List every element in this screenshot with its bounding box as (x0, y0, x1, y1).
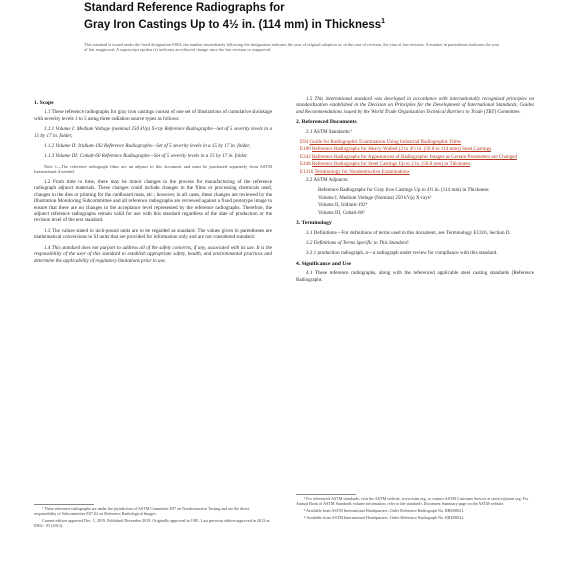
reference-title[interactable]: Reference Radiographs for Steel Castings Up to 2 in. (50.8 mm) in Thickness (312, 161, 471, 168)
reference-title[interactable]: Reference Radiographs for Heavy-Walled (2 to 4½ in. (50.8 to 114 mm)) Steel Castings (312, 146, 492, 153)
paragraph-1-3: 1.3 The values stated in inch-pound units are to be regarded as standard. The values given in parentheses are mathematical conversions to SI units that are provided for information only and are not considered standard. (34, 227, 272, 241)
reference-code[interactable]: E94 (300, 139, 309, 146)
section-heading-terminology: 3. Terminology (296, 220, 332, 227)
reference-e242[interactable] (296, 154, 534, 160)
paragraph-1-5: 1.5 This international standard was developed in accordance with internationally recognized principles on standardization established in the Decision on Principles for the Development of International Standards, Guides and Recommendations issued by the World Trade Organization Technical Barriers to Trade (TBT) Committee. (296, 96, 534, 115)
reference-code[interactable]: E446 (300, 161, 311, 168)
paragraph-1-1-2: 1.1.2 Volume II: Iridium-192 Reference Radiographs—Set of 5 severity levels in a 15 by 17 in. folder, (44, 143, 251, 150)
footnotes-left (34, 506, 272, 530)
section-heading-significance: 4. Significance and Use (296, 260, 352, 267)
designation-note: This standard is issued under the fixed designation E802; the number immediately following the designation indicates the year of original adoption or, in the case of revision, the year of last revision. A number in parentheses indicates the year of last reapproval. A superscript epsilon (ε) indicates an editorial change since the last revision or reapproval. (84, 42, 500, 53)
paragraph-3-1: 3.1 Definitions—For definitions of terms used in this document, see Terminology E1316, Section D. (306, 229, 511, 236)
title-line-1: Standard Reference Radiographs for (84, 2, 285, 14)
title-line-2: Gray Iron Castings Up to 4½ in. (114 mm) in Thickness (84, 18, 382, 31)
paragraph-3-2: 3.2 Definitions of Terms Specific to This Standard: (306, 239, 410, 246)
reference-e1316[interactable] (296, 169, 534, 175)
footnotes-right (296, 496, 534, 522)
footnote-edition: Current edition approved Dec. 1, 2019. Published December 2019. Originally approved in 1981. Last previous edition approved in 2013 as E802 - 95 (2013). (34, 518, 270, 529)
footnote-divider-right (296, 494, 356, 495)
title-footnote-mark: 1 (381, 18, 386, 25)
section-heading-referenced-documents: 2. Referenced Documents (296, 119, 357, 126)
paragraph-4-1: 4.1 These reference radiographs, along with the referenced applicable steel casting standards (Reference Radiographs (296, 270, 534, 283)
paragraph-1-1-1: 1.1.1 Volume I: Medium Voltage (nominal 250 kVp) X-ray Reference Radiographs—Set of 5 severity levels in a 15 by 17 in. folder, (34, 126, 272, 139)
footnote-3: ³ Available from ASTM International Headquarters. Order Reference Radiograph No. RRE08021. (304, 508, 465, 514)
reference-e94[interactable] (296, 139, 534, 145)
reference-code[interactable]: E242 (300, 153, 311, 160)
adjunct-volume-3: Volume III, Cobalt-60⁵ (318, 209, 365, 216)
paragraph-1-2: 1.2 From time to time, there may be minor changes to the process for manufacturing of the reference radiograph adjunct materials. These changes could include changes in the films or processing chemicals used, changes in the dies or printing for the cardboard mats, etc.; however, in all cases, these changes are reviewed by the Illustration Monitoring Subcommittee and all reference radiographs are reviewed against a fixed prototype image to ensure that there are no changes to the acceptance level represented by the reference radiographs. Therefore, the adjunct reference radiographs remain valid for use with this standard regardless of the date of production or the revision level of the text standard. (34, 179, 272, 224)
footnote-2: ² For referenced ASTM standards, visit the ASTM website, www.astm.org, or contact ASTM Customer Service at service@astm.org. For Annual Book of ASTM Standards volume information, refer to the standard's Document Summary page on the ASTM website. (296, 496, 529, 507)
paragraph-1-1: 1.1 These reference radiographs for gray iron castings consist of one set of illustrations of cumulative shrinkage with severity levels 1 to 5 using three radiation source types as follows: (34, 109, 272, 122)
document-title (84, 2, 504, 32)
left-column (34, 96, 272, 268)
right-column (296, 96, 534, 287)
note-1: Note 1—The reference radiograph films are an adjunct to this document and must be purchased separately from ASTM International if needed. (34, 163, 272, 175)
reference-code[interactable]: E1316 (300, 168, 314, 175)
adjunct-title: Reference Radiographs for Gray Iron Castings Up to 4½ in. (114 mm) in Thickness: (318, 187, 490, 194)
adjunct-volume-2: Volume II, Iridium-192⁴ (318, 202, 368, 209)
reference-code[interactable]: E186 (300, 146, 311, 153)
section-heading-scope: 1. Scope (34, 100, 54, 106)
reference-title[interactable]: Reference Radiographs for Appearances of Radiographic Images as Certain Parameters are Changed (312, 153, 517, 160)
footnote-4: ⁴ Available from ASTM International Headquarters. Order Reference Radiograph No. RRE08022. (304, 515, 465, 521)
footnote-1: ¹ These reference radiographs are under the jurisdiction of ASTM Committee E07 on Nondestructive Testing and are the direct responsibility of Subcommittee E07.02 on Reference Radiological Images. (34, 506, 250, 517)
paragraph-3-2-1: 3.2.1 production radiograph, n—a radiograph under review for compliance with this standard. (306, 250, 498, 257)
paragraph-2-1: 2.1 ASTM Standards:² (306, 128, 352, 135)
paragraph-1-1-3: 1.1.3 Volume III: Cobalt-60 Reference Radiographs—Set of 5 severity levels in a 15 by 17 in. folder. (44, 153, 248, 160)
paragraph-2-2: 2.2 ASTM Adjuncts: (306, 177, 349, 184)
paragraph-1-4: 1.4 This standard does not purport to address all of the safety concerns, if any, associated with its use. It is the responsibility of the user of this standard to establish appropriate safety, health, and environmental practices and determine the applicability of regulatory limitations prior to use. (34, 244, 272, 264)
footnote-divider-left (34, 504, 94, 505)
reference-e186[interactable] (296, 146, 534, 152)
reference-title[interactable]: Terminology for Nondestructive Examinations (314, 168, 410, 175)
reference-title[interactable]: Guide for Radiographic Examination Using Industrial Radiographic Films (309, 139, 462, 146)
adjunct-volume-1: Volume I, Medium Voltage (Nominal 250 kVp) X-rays³ (318, 194, 432, 201)
reference-e446[interactable] (296, 161, 534, 167)
